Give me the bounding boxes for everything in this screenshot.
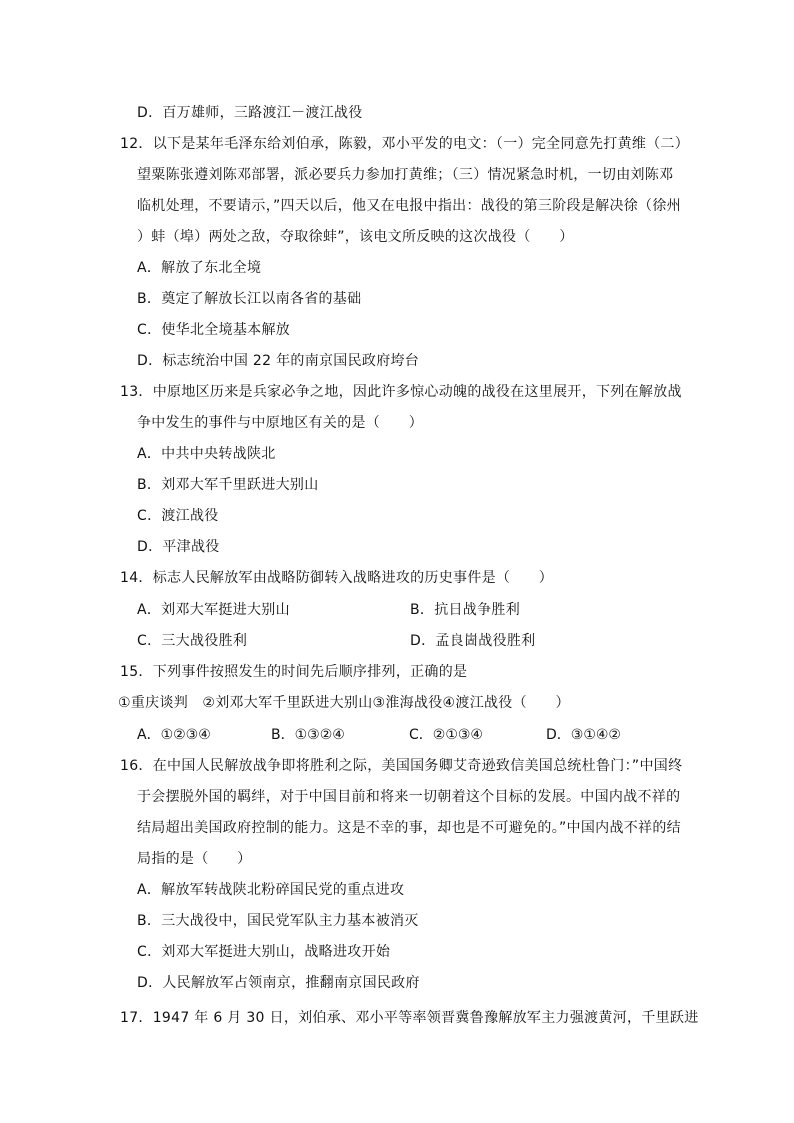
- q13-stem-line-1: 13．中原地区历来是兵家必争之地，因此许多惊心动魄的战役在这里展开，下列在解放战: [120, 384, 682, 400]
- q15-option-a[interactable]: A．①②③④: [137, 727, 211, 743]
- q13-stem-line-2: 争中发生的事件与中原地区有关的是（ ）: [137, 415, 423, 431]
- q13-option-d[interactable]: D．平津战役: [137, 539, 220, 555]
- q12-option-c[interactable]: C．使华北全境基本解放: [137, 322, 291, 338]
- q12-option-a[interactable]: A．解放了东北全境: [137, 260, 262, 276]
- q12-option-d[interactable]: D．标志统治中国 22 年的南京国民政府垮台: [137, 353, 420, 369]
- q13-option-c[interactable]: C．渡江战役: [137, 508, 219, 524]
- q17-stem: 17．1947 年 6 月 30 日，刘伯承、邓小平等率领晋冀鲁豫解放军主力强渡黄河，千里跃进: [120, 1010, 699, 1026]
- q14-option-d[interactable]: D．孟良崮战役胜利: [410, 633, 536, 649]
- q14-option-a[interactable]: A．刘邓大军挺进大别山: [137, 602, 290, 618]
- q16-option-b[interactable]: B．三大战役中，国民党军队主力基本被消灭: [137, 913, 419, 929]
- q12-option-b[interactable]: B．奠定了解放长江以南各省的基础: [137, 291, 362, 307]
- q16-option-d[interactable]: D．人民解放军占领南京，推翻南京国民政府: [137, 975, 420, 991]
- q15-items: ①重庆谈判 ②刘邓大军千里跃进大别山③淮海战役④渡江战役（ ）: [118, 695, 570, 711]
- q14-option-b[interactable]: B．抗日战争胜利: [410, 602, 521, 618]
- q16-stem-line-4: 局指的是（ ）: [137, 851, 252, 867]
- q16-stem-line-1: 16．在中国人民解放战争即将胜利之际，美国国务卿艾奇逊致信美国总统杜鲁门：”中国终: [120, 758, 683, 774]
- q15-option-d[interactable]: D．③①④②: [546, 727, 621, 743]
- q15-stem: 15．下列事件按照发生的时间先后顺序排列，正确的是: [120, 664, 468, 680]
- q11-option-d: D．百万雄师，三路渡江－渡江战役: [137, 105, 363, 121]
- q12-stem-line-1: 12．以下是某年毛泽东给刘伯承，陈毅，邓小平发的电文：（一）完全同意先打黄维（二）: [120, 136, 690, 152]
- q16-option-a[interactable]: A．解放军转战陕北粉碎国民党的重点进攻: [137, 882, 405, 898]
- q16-option-c[interactable]: C．刘邓大军挺进大别山，战略进攻开始: [137, 944, 391, 960]
- q16-stem-line-2: 于会摆脱外国的羁绊，对于中国目前和将来一切朝着这个目标的发展。中国内战不祥的: [137, 789, 681, 805]
- q13-option-b[interactable]: B．刘邓大军千里跃进大别山: [137, 477, 319, 493]
- q15-option-c[interactable]: C．②①③④: [409, 727, 483, 743]
- q14-option-c[interactable]: C．三大战役胜利: [137, 633, 248, 649]
- q12-stem-line-3: 临机处理，不要请示，”四天以后，他又在电报中指出：战役的第三阶段是解决徐（徐州: [137, 198, 681, 214]
- q16-stem-line-3: 结局超出美国政府控制的能力。这是不幸的事，却也是不可避免的。”中国内战不祥的结: [137, 820, 681, 836]
- q15-option-b[interactable]: B．①③②④: [271, 727, 345, 743]
- q14-stem: 14．标志人民解放军由战略防御转入战略进攻的历史事件是（ ）: [120, 570, 554, 586]
- q12-stem-line-2: 望粟陈张遵刘陈邓部署，派必要兵力参加打黄维；（三）情况紧急时机，一切由刘陈邓: [137, 167, 674, 183]
- q13-option-a[interactable]: A．中共中央转战陕北: [137, 446, 276, 462]
- q12-stem-line-4: ）蚌（埠）两处之敌，夺取徐蚌”，该电文所反映的这次战役（ ）: [137, 229, 574, 245]
